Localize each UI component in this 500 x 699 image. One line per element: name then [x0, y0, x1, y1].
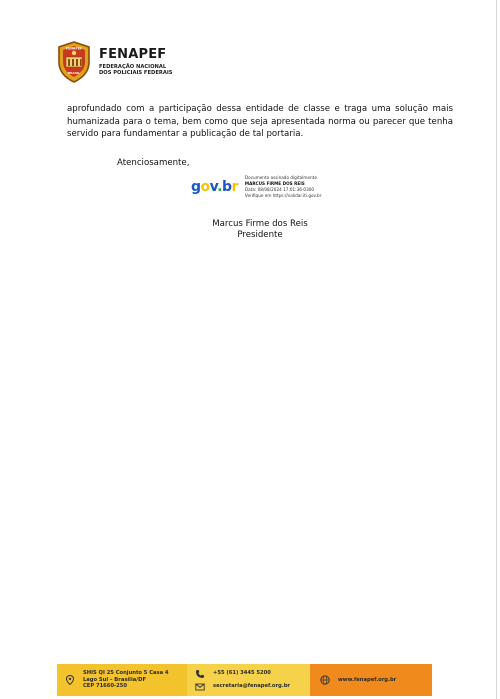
seal-icon	[55, 40, 93, 84]
address-text: SHIS QI 25 Conjunto 5 Casa 4 Lago Sul – Brasília/DF CEP 71660-250	[83, 670, 169, 690]
mail-icon	[195, 682, 205, 692]
footer-website	[310, 664, 432, 696]
email-link[interactable]: secretaria@fenapef.org.br	[213, 683, 290, 690]
website-link[interactable]: www.fenapef.org.br	[338, 676, 397, 683]
seal-top-text: FENAPEF	[65, 46, 83, 51]
letter-paragraph: aprofundado com a participação dessa entidade de classe e traga uma solução mais humanizada para o tema, bem como que seja apresentada norma ou parecer que tenha servido para fundamentar a publicação de tal portaria.	[67, 104, 453, 139]
signature-line-4[interactable]: Verifique em https://validar.iti.gov.br	[244, 193, 322, 198]
phone-icon	[195, 669, 205, 679]
seal-bottom-text: BRASIL	[67, 71, 81, 75]
signature-line-1: Documento assinado digitalmente	[244, 175, 317, 180]
signature-line-2: MARCUS FIRME DOS REIS	[244, 181, 305, 186]
signature-details	[245, 175, 322, 199]
signer-role: Presidente	[237, 230, 283, 240]
brand-name: FENAPEF	[99, 46, 167, 62]
signer-name: Marcus Firme dos Reis	[212, 219, 308, 229]
location-pin-icon	[65, 675, 75, 685]
footer-contact	[187, 664, 310, 696]
brand-subtitle-1: FEDERAÇÃO NACIONAL	[99, 63, 167, 70]
digital-signature	[191, 175, 321, 199]
footer-address	[57, 664, 187, 696]
letterhead	[55, 40, 173, 84]
govbr-logo: gov.br	[191, 179, 238, 195]
signer-block	[200, 219, 320, 241]
footer-bar	[57, 664, 432, 696]
signature-line-3: Data: 08/08/2024 17:01:36-0300	[244, 187, 315, 192]
closing-text: Atenciosamente,	[117, 158, 190, 168]
phone-text[interactable]: +55 (61) 3445 5200	[213, 670, 271, 677]
globe-icon	[320, 675, 330, 685]
brand-block	[99, 48, 173, 77]
brand-subtitle-2: DOS POLICIAIS FEDERAIS	[99, 70, 173, 76]
